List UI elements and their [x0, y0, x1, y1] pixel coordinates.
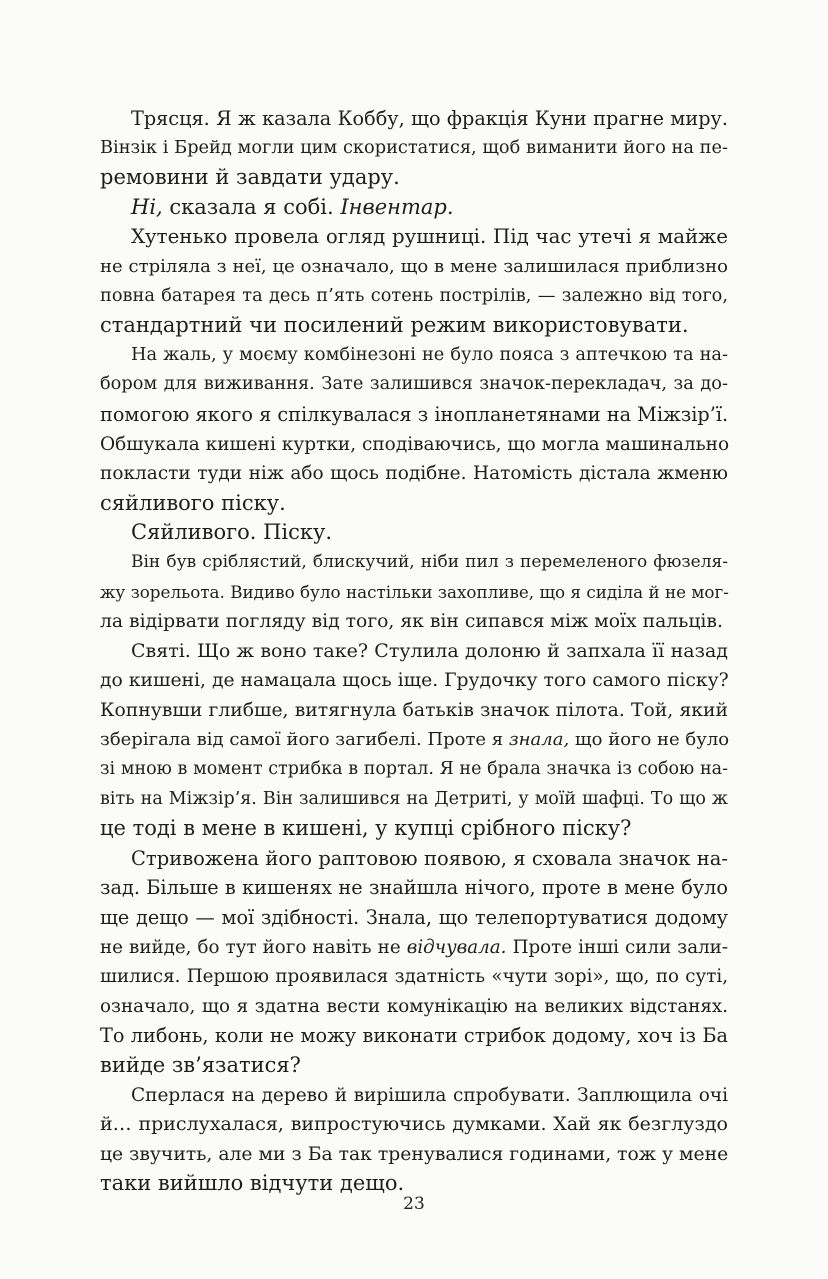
text-line	[100, 311, 728, 341]
text-line	[100, 755, 728, 785]
paragraph	[100, 193, 728, 223]
text-line	[100, 341, 728, 371]
text-line	[100, 548, 728, 578]
text-line	[100, 785, 728, 815]
text-run: відчувала.	[406, 936, 507, 958]
text-run: стандартний чи посилений режим використовувати.	[100, 313, 689, 338]
text-run: зі мною в момент стрибка в портал. Я не брала значка із собою на-	[100, 759, 728, 780]
text-run: Проте інші сили зали-	[506, 936, 728, 958]
text-line	[100, 370, 728, 400]
text-line	[100, 903, 728, 933]
text-line	[100, 134, 728, 164]
text-run: Ні,	[131, 194, 163, 219]
text-run: ремовини й завдати удару.	[100, 165, 400, 190]
text-line	[100, 430, 728, 460]
page-number: 23	[403, 1194, 425, 1214]
text-line	[100, 163, 728, 193]
text-run: Сперлася на дерево й вирішила спробувати. Заплющила очі	[131, 1084, 728, 1106]
text-run: віть на Міжзір’я. Він залишився на Детриті, у моїй шафці. То що ж	[100, 788, 728, 809]
text-run: зад. Більше в кишенях не знайшла нічого, проте в мене було	[100, 876, 728, 900]
text-run: Трясця. Я ж казала Коббу, що фракція Куни прагне миру.	[131, 107, 728, 130]
text-run: Хутенько провела огляд рушниці. Під час утечі я майже	[131, 225, 728, 249]
text-run: знала,	[508, 729, 570, 751]
text-line	[100, 637, 728, 667]
text-line	[100, 962, 728, 992]
text-line	[100, 1021, 728, 1051]
text-run: зберігала від самої його загибелі. Проте я	[100, 729, 509, 751]
text-line	[100, 607, 728, 637]
text-run: шилися. Першою проявилася здатність «чути зорі», що, по суті,	[100, 966, 728, 988]
paragraph	[100, 222, 728, 340]
text-run: не стріляла з неї, це означало, що в мене залишилася приблизно	[100, 255, 728, 277]
text-line	[100, 844, 728, 874]
text-run: На жаль, у моєму комбінезоні не було пояса з аптечкою та на-	[131, 344, 728, 365]
text-run: Вінзік і Брейд могли цим скористатися, щоб виманити його на пе-	[100, 137, 728, 158]
text-run: Копнувши глибше, витягнула батьків значок пілота. Той, який	[100, 699, 728, 721]
text-run: Сяйливого. Піску.	[131, 520, 333, 545]
text-run: То либонь, коли не можу виконати стрибок додому, хоч із Ба	[100, 1024, 728, 1048]
text-line	[100, 518, 728, 548]
text-line	[100, 1081, 728, 1111]
text-run: помогою якого я спілкувалася з інопланетянами на Міжзір’ї.	[100, 402, 729, 426]
text-run: ла відірвати погляду від того, як він сипався між моїх пальців.	[100, 611, 723, 633]
text-line	[100, 193, 728, 223]
text-run: й… прислухалася, випростуючись думками. Хай як безглуздо	[100, 1113, 728, 1136]
paragraph	[100, 104, 728, 193]
text-run: до кишені, де намацала щось іще. Грудочку того самого піску?	[100, 670, 729, 692]
text-line	[100, 666, 728, 696]
text-run: Обшукала кишені куртки, сподіваючись, що могла машинально	[100, 433, 730, 455]
text-line	[100, 282, 728, 312]
text-run: означало, що я здатна вести комунікацію на великих відстанях.	[100, 995, 728, 1017]
text-line	[100, 696, 728, 726]
text-run: покласти туди ніж або щось подібне. Натомість дістала жменю	[100, 463, 728, 485]
text-run: вийде зв’язатися?	[100, 1053, 301, 1077]
text-line	[100, 814, 728, 844]
text-run: повна батарея та десь п’ять сотень пострілів, — залежно від того,	[100, 285, 728, 306]
text-line	[100, 933, 728, 963]
text-line	[100, 489, 728, 519]
text-line	[100, 725, 728, 755]
text-line	[100, 400, 728, 430]
text-line	[100, 992, 728, 1022]
text-line	[100, 873, 728, 903]
text-run: що його не було	[569, 729, 730, 751]
text-run: сказала я собі.	[162, 194, 341, 219]
paragraph	[100, 518, 728, 548]
text-run: Інвентар.	[340, 194, 454, 219]
paragraph	[100, 548, 728, 637]
text-run: Стривожена його раптовою появою, я сховала значок на-	[131, 846, 728, 870]
text-line	[100, 459, 728, 489]
paragraph	[100, 1081, 728, 1199]
paragraph	[100, 341, 728, 519]
text-run: жу зорельота. Видиво було настільки захопливе, що я сиділа й не мог-	[100, 581, 729, 602]
text-run: таки вийшло відчути дещо.	[100, 1171, 405, 1196]
text-run: Він був сріблястий, блискучий, ніби пил з перемеленого фюзеля-	[131, 551, 728, 572]
text-run: сяйливого піску.	[100, 490, 286, 515]
text-run: ще дещо — мої здібності. Знала, що телепортуватися додому	[100, 906, 728, 930]
text-run: Святі. Що ж воно таке? Стулила долоню й запхала її назад	[131, 639, 728, 662]
text-run: бором для виживання. Зате залишився значок-перекладач, за до-	[100, 374, 728, 395]
text-run: це тоді в мене в кишені, у купці срібного піску?	[100, 816, 632, 841]
paragraph	[100, 844, 728, 1081]
body-text	[100, 104, 728, 1199]
text-line	[100, 578, 728, 608]
text-line	[100, 1110, 728, 1140]
text-run: не вийде, бо тут його навіть не	[100, 936, 407, 958]
text-line	[100, 252, 728, 282]
text-line	[100, 1051, 728, 1081]
text-line	[100, 104, 728, 134]
text-line	[100, 222, 728, 252]
text-line	[100, 1140, 728, 1170]
text-run: це звучить, але ми з Ба так тренувалися годинами, тож у мене	[100, 1143, 729, 1165]
paragraph	[100, 637, 728, 844]
